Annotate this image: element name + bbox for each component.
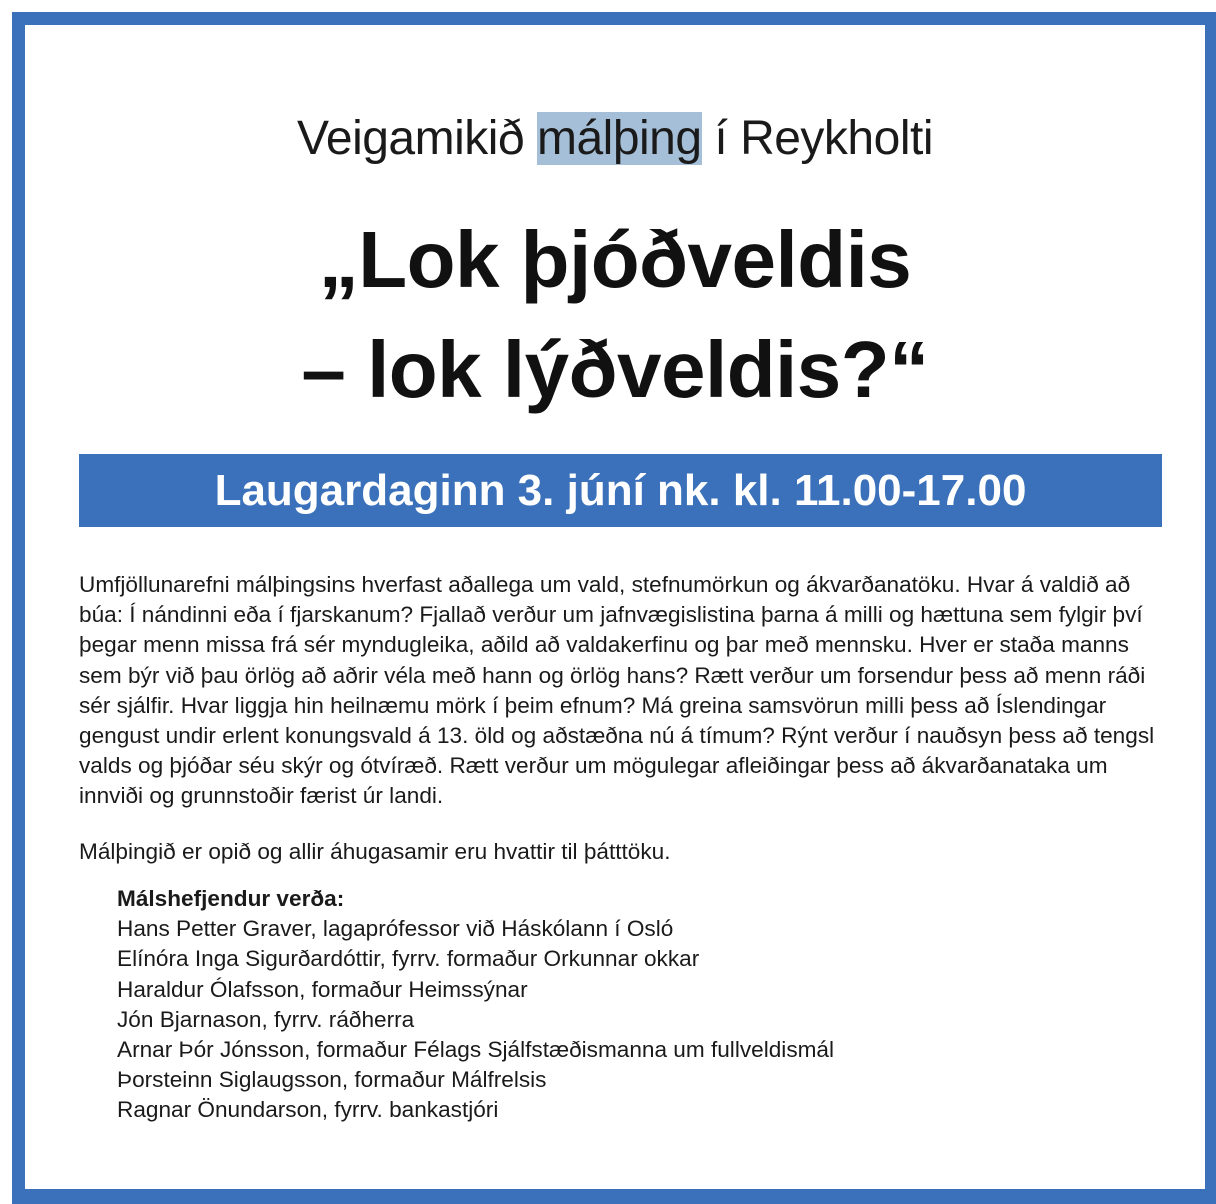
headline-line-2: – lok lýðveldis?“ [301, 325, 929, 414]
open-invitation: Málþingið er opið og allir áhugasamir eru hvattir til þátttöku. [79, 838, 671, 864]
speakers-heading: Málshefjendur verða: [117, 886, 345, 911]
description-paragraph: Umfjöllunarefni málþingsins hverfast aðallega um vald, stefnumörkun og ákvarðanatöku. Hvar á valdið að búa: Í nándinni eða í fjarskanum? Fjallað verður um jafnvægislistina þarna á milli og hættuna sem fylgir því þegar menn missa frá sér myndugleika, aðild að valdakerfinu og þar með mennsku. Hver er staða manns sem býr við þau örlög að aðrir véla með hann og örlög hans? Rætt verður um forsendur þess að menn ráði sér sjálfir. Hvar liggja hin heilnæmu mörk í þeim efnum? Má greina samsvörun milli þess að Íslendingar gengust undir erlent konungsvald á 13. öld og aðstæðna nú á tímum? Rýnt verður í nauðsyn þess að tengsl valds og þjóðar séu skýr og ótvíræð. Rætt verður um mögulegar afleiðingar þess að ákvarðanataka um innviði og grunnstoðir færist úr landi. [79, 572, 1155, 809]
speaker-item: Hans Petter Graver, lagaprófessor við Háskólann í Osló [117, 916, 674, 942]
kicker-before: Veigamikið [297, 112, 537, 165]
event-description [79, 570, 1169, 867]
speaker-item: Haraldur Ólafsson, formaður Heimssýnar [117, 976, 528, 1002]
event-headline [25, 205, 1205, 425]
kicker-highlight: málþing [536, 112, 702, 165]
speaker-item: Jón Bjarnason, fyrrv. ráðherra [117, 1006, 415, 1032]
poster-frame [12, 12, 1216, 1204]
date-banner: Laugardaginn 3. júní nk. kl. 11.00-17.00 [79, 454, 1162, 527]
event-kicker [25, 109, 1205, 169]
headline-line-1: „Lok þjóðveldis [318, 215, 912, 304]
speaker-item: Elínóra Inga Sigurðardóttir, fyrrv. formaður Orkunnar okkar [117, 946, 700, 972]
speaker-item: Ragnar Önundarson, fyrrv. bankastjóri [117, 1097, 499, 1123]
speakers-section [117, 884, 834, 1126]
kicker-after: í Reykholti [701, 112, 933, 165]
speaker-item: Þorsteinn Siglaugsson, formaður Málfrelsis [117, 1067, 547, 1093]
speaker-item: Arnar Þór Jónsson, formaður Félags Sjálfstæðismanna um fullveldismál [117, 1037, 835, 1063]
speakers-list [117, 914, 834, 1125]
